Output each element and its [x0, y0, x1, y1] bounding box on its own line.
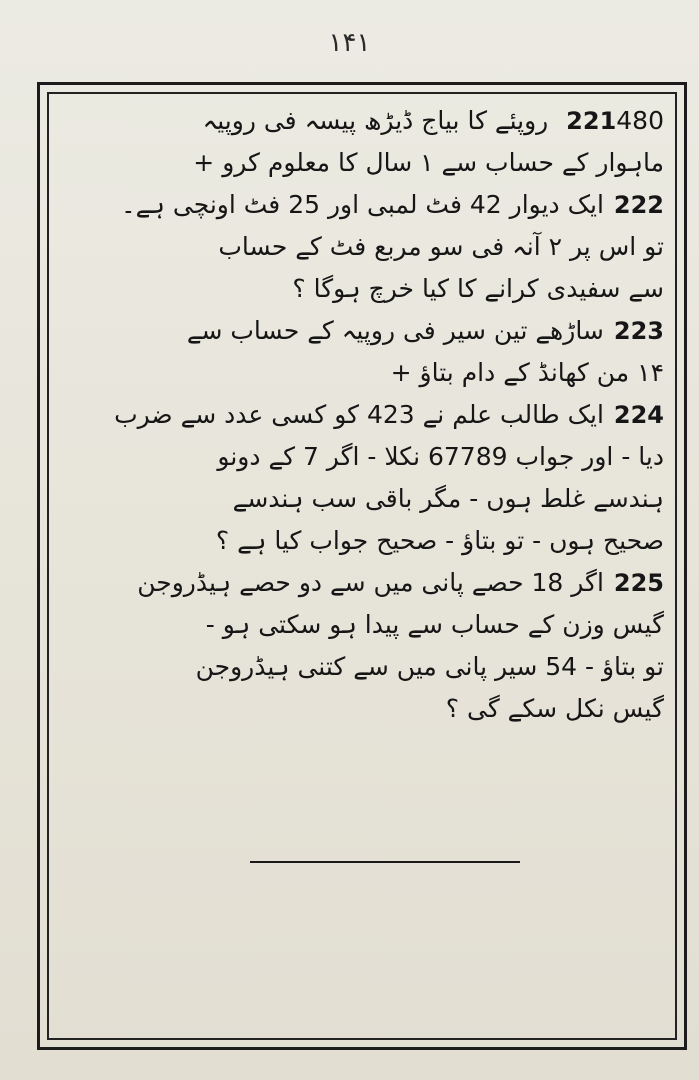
problem-224 — [70, 394, 664, 562]
problem-line: سے سفیدی کرانے کا کیا خرچ ہوگا ؟ — [292, 274, 664, 303]
problem-225 — [70, 562, 664, 730]
problem-line: 224ایک طالب علم نے 423 کو کسی عدد سے ضرب — [114, 400, 664, 429]
problem-number: 223 — [613, 317, 664, 345]
problem-line: 221480 روپئے کا بیاج ڈیڑھ پیسہ فی روپیہ — [202, 106, 664, 135]
problem-line: تو اس پر ۲ آنہ فی سو مربع فٹ کے حساب — [218, 232, 664, 261]
problem-number: 224 — [613, 401, 664, 429]
problem-line: ماہوار کے حساب سے ۱ سال کا معلوم کرو + — [193, 148, 664, 177]
problem-line: تو بتاؤ - 54 سیر پانی میں سے کتنی ہیڈروجن — [195, 652, 664, 681]
problem-line: ہندسے غلط ہوں - مگر باقی سب ہندسے — [232, 484, 664, 513]
problem-line: صحیح ہوں - تو بتاؤ - صحیح جواب کیا ہے ؟ — [215, 526, 664, 555]
problem-line: ۱۴ من کھانڈ کے دام بتاؤ + — [390, 358, 664, 387]
problem-line: گیس وزن کے حساب سے پیدا ہو سکتی ہو - — [205, 610, 664, 639]
problem-line: 225اگر 18 حصے پانی میں سے دو حصے ہیڈروجن — [137, 568, 664, 597]
problem-number: 225 — [613, 569, 664, 597]
problem-list — [70, 100, 664, 730]
problem-number: 221 — [566, 107, 617, 135]
end-rule-divider — [250, 861, 520, 863]
problem-line: گیس نکل سکے گی ؟ — [445, 694, 664, 723]
problem-line: دیا - اور جواب 67789 نکلا - اگر 7 کے دونو — [217, 442, 664, 471]
problem-223 — [70, 310, 664, 394]
page-number: ۱۴۱ — [328, 28, 371, 58]
problem-line: 222ایک دیوار 42 فٹ لمبی اور 25 فٹ اونچی ہے۔ — [120, 190, 664, 219]
problem-number: 222 — [613, 191, 664, 219]
problem-line: 223ساڑھے تین سیر فی روپیہ کے حساب سے — [186, 316, 664, 345]
problem-222 — [70, 184, 664, 310]
problem-221 — [70, 100, 664, 184]
